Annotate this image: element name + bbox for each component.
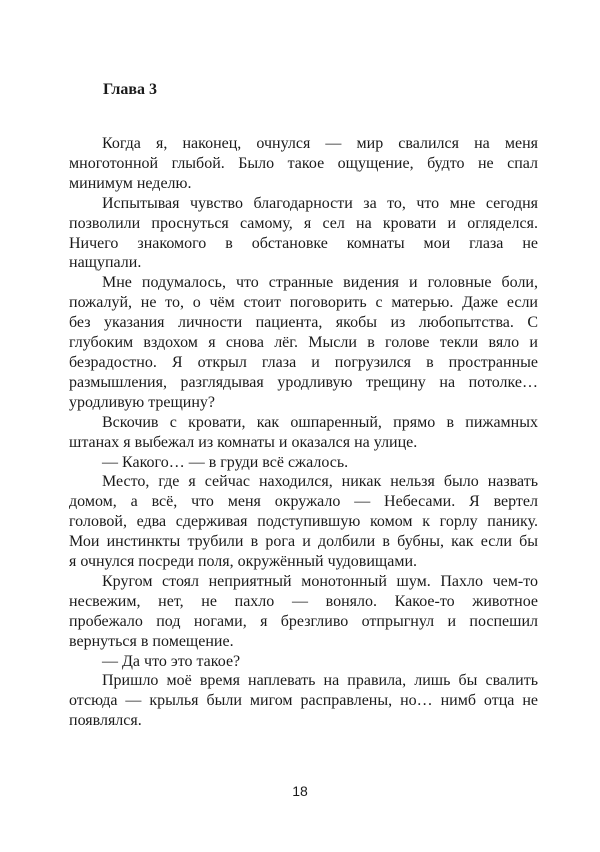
text-line: пробежало под ногами, я брезгливо отпрыгнул и поспешил bbox=[69, 612, 538, 630]
page-number: 18 bbox=[292, 783, 308, 799]
text-line: появлялся. bbox=[69, 712, 142, 730]
text-line: Мои инстинкты трубили в рога и долбили в бубны, как если бы bbox=[69, 533, 538, 551]
text-line: домом, а всё, что меня окружало — Небесами. Я вертел bbox=[69, 493, 538, 511]
text-line: Ничего знакомого в обстановке комнаты мои глаза не bbox=[69, 234, 538, 252]
paragraph bbox=[69, 671, 538, 731]
text-line: Когда я, наконец, очнулся — мир свалился на меня bbox=[102, 135, 538, 152]
text-line: Кругом стоял неприятный монотонный шум. Пахло чем-то bbox=[102, 572, 538, 590]
text-line: размышления, разглядывая уродливую трещину на потолке… bbox=[69, 373, 538, 391]
text-line: многотонной глыбой. Было такое ощущение, будто не спал bbox=[69, 154, 538, 172]
text-line: безрадостно. Я открыл глаза и погрузился в пространные bbox=[69, 353, 538, 371]
text-line: отсюда — крылья были мигом расправлены, но… нимб отца не bbox=[69, 692, 538, 710]
text-line: — Какого… — в груди всё сжалось. bbox=[102, 453, 349, 471]
text-line: Пришло моё время наплевать на правила, лишь бы свалить bbox=[102, 672, 538, 690]
paragraph bbox=[69, 194, 538, 274]
chapter-body bbox=[69, 134, 538, 731]
text-line: вернуться в помещение. bbox=[69, 632, 234, 650]
paragraph bbox=[69, 273, 538, 412]
text-line: несвежим, нет, не пахло — воняло. Какое-то животное bbox=[69, 592, 538, 610]
text-line: головой, едва сдерживая подступившую комом к горлу панику. bbox=[69, 513, 538, 531]
paragraph bbox=[69, 572, 538, 652]
chapter-heading: Глава 3 bbox=[103, 81, 157, 98]
text-line: глубоким вздохом я снова лёг. Мысли в голове текли вяло и bbox=[69, 334, 538, 352]
paragraph bbox=[69, 652, 538, 672]
paragraph bbox=[69, 413, 538, 453]
text-line: Место, где я сейчас находился, никак нельзя было назвать bbox=[102, 473, 538, 491]
text-line: пожалуй, не то, о чём стоит поговорить с матерью. Даже если bbox=[69, 294, 538, 312]
text-line: позволили проснуться самому, я сел на кровати и огляделся. bbox=[69, 214, 538, 232]
text-line: нащупали. bbox=[69, 254, 142, 272]
text-line: Мне подумалось, что странные видения и головные боли, bbox=[102, 274, 538, 292]
text-line: штанах я выбежал из комнаты и оказался на улице. bbox=[69, 433, 418, 451]
text-line: я очнулся посреди поля, окружённый чудовищами. bbox=[69, 553, 417, 571]
paragraph bbox=[69, 472, 538, 572]
paragraph bbox=[69, 453, 538, 473]
text-line: Испытывая чувство благодарности за то, что мне сегодня bbox=[102, 194, 538, 212]
paragraph bbox=[69, 134, 538, 194]
text-line: без указания личности пациента, якобы из любопытства. С bbox=[69, 314, 538, 332]
text-line: уродливую трещину? bbox=[69, 393, 216, 411]
text-line: — Да что это такое? bbox=[102, 652, 241, 670]
text-line: минимум неделю. bbox=[69, 174, 192, 192]
text-line: Вскочив с кровати, как ошпаренный, прямо в пижамных bbox=[102, 413, 538, 431]
